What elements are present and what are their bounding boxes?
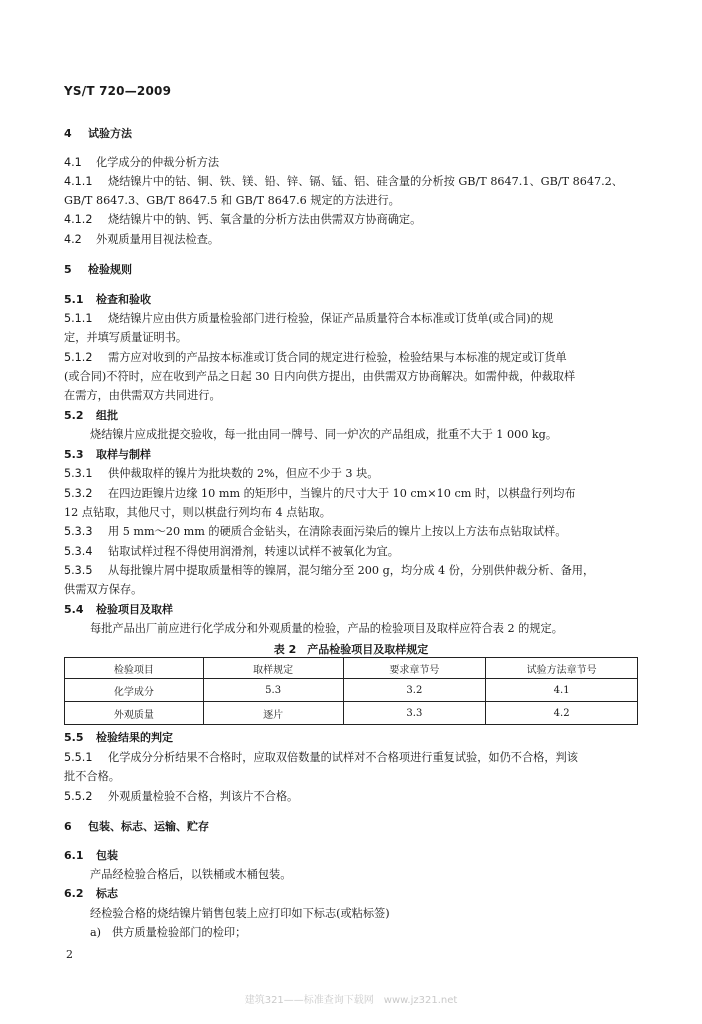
table-cell: 3.3 xyxy=(343,702,486,725)
section-4-heading: 4 试验方法 xyxy=(64,127,132,140)
clause-5-5-2: 5.5.2 外观质量检验不合格，判该片不合格。 xyxy=(64,790,299,803)
table-2 xyxy=(64,657,638,725)
section-5-1-heading: 5.1 检查和验收 xyxy=(64,293,151,306)
section-5-4-heading: 5.4 检验项目及取样 xyxy=(64,603,173,616)
table-header-cell: 取样规定 xyxy=(203,658,343,679)
clause-5-1-1-line1: 5.1.1 烧结镍片应由供方质量检验部门进行检验，保证产品质量符合本标准或订货单(或合同)的规 xyxy=(64,312,554,325)
page-number: 2 xyxy=(66,948,73,961)
clause-5-3-5-line1: 5.3.5 从每批镍片屑中提取质量相等的镍屑，混匀缩分至 200 g，均分成 4 份，分别供仲裁分析、备用， xyxy=(64,564,595,577)
section-5-3-heading: 5.3 取样与制样 xyxy=(64,448,151,461)
section-4-1-heading: 4.1 化学成分的仲裁分析方法 xyxy=(64,156,220,169)
section-6-2-heading: 6.2 标志 xyxy=(64,887,118,900)
clause-4-1-2: 4.1.2 烧结镍片中的钠、钙、氧含量的分析方法由供需双方协商确定。 xyxy=(64,213,422,226)
clause-5-3-1: 5.3.1 供仲裁取样的镍片为批块数的 2%，但应不少于 3 块。 xyxy=(64,467,379,480)
clause-5-1-2-line3: 在需方，由供需双方共同进行。 xyxy=(64,389,221,402)
clause-5-3-3: 5.3.3 用 5 mm～20 mm 的硬质合金钻头，在清除表面污染后的镍片上按以上方法布点钻取试样。 xyxy=(64,525,567,538)
clause-5-5-1-line1: 5.5.1 化学成分分析结果不合格时，应取双倍数量的试样对不合格项进行重复试验，如仍不合格，判该 xyxy=(64,751,578,764)
clause-5-1-2-line2: (或合同)不符时，应在收到产品之日起 30 日内向供方提出，由供需双方协商解决。如需仲裁，仲裁取样 xyxy=(64,370,576,383)
table-row xyxy=(65,679,638,702)
clause-5-3-2-line2: 12 点钻取，其他尺寸，则以棋盘行列均布 4 点钻取。 xyxy=(64,506,331,519)
clause-6-1-text: 产品经检验合格后，以铁桶或木桶包装。 xyxy=(90,868,292,881)
table-cell: 逐片 xyxy=(203,702,343,725)
clause-5-4-text: 每批产品出厂前应进行化学成分和外观质量的检验，产品的检验项目及取样应符合表 2 的规定。 xyxy=(90,622,563,635)
table-cell: 4.1 xyxy=(486,679,638,702)
section-5-heading: 5 检验规则 xyxy=(64,263,132,276)
clause-5-1-2-line1: 5.1.2 需方应对收到的产品按本标准或订货合同的规定进行检验，检验结果与本标准的规定或订货单 xyxy=(64,351,567,364)
clause-4-2: 4.2 外观质量用目视法检查。 xyxy=(64,233,220,246)
section-6-1-heading: 6.1 包装 xyxy=(64,849,118,862)
table-header-cell: 要求章节号 xyxy=(343,658,486,679)
table-header-cell: 试验方法章节号 xyxy=(486,658,638,679)
table-cell: 化学成分 xyxy=(65,679,204,702)
table-cell: 外观质量 xyxy=(65,702,204,725)
table-header-row xyxy=(65,658,638,679)
table-cell: 4.2 xyxy=(486,702,638,725)
clause-6-2-text: 经检验合格的烧结镍片销售包装上应打印如下标志(或粘标签) xyxy=(90,907,390,920)
table-header-cell: 检验项目 xyxy=(65,658,204,679)
clause-5-5-1-line2: 批不合格。 xyxy=(64,770,120,783)
standard-code: YS/T 720—2009 xyxy=(64,84,172,98)
section-5-5-heading: 5.5 检验结果的判定 xyxy=(64,731,173,744)
clause-5-3-5-line2: 供需双方保存。 xyxy=(64,583,143,596)
section-5-2-heading: 5.2 组批 xyxy=(64,409,118,422)
clause-5-3-4: 5.3.4 钻取试样过程不得使用润滑剂，转速以试样不被氧化为宜。 xyxy=(64,545,399,558)
section-6-heading: 6 包装、标志、运输、贮存 xyxy=(64,820,209,833)
clause-5-1-1-line2: 定，并填写质量证明书。 xyxy=(64,331,188,344)
clause-6-2-item-a: a) 供方质量检验部门的检印； xyxy=(90,926,247,939)
table-cell: 5.3 xyxy=(203,679,343,702)
watermark-text: 建筑321——标准查询下载网 www.jz321.net xyxy=(244,995,458,1006)
clause-5-2-text: 烧结镍片应成批提交验收，每一批由同一牌号、同一炉次的产品组成，批重不大于 1 000 kg。 xyxy=(90,428,558,441)
clause-4-1-1-line2: GB/T 8647.3、GB/T 8647.5 和 GB/T 8647.6 规定的方法进行。 xyxy=(64,194,400,207)
clause-4-1-1-line1: 4.1.1 烧结镍片中的钴、铜、铁、镁、铅、锌、镉、锰、铝、硅含量的分析按 GB/T 8647.1、GB/T 8647.2、 xyxy=(64,175,623,188)
clause-5-3-2-line1: 5.3.2 在四边距镍片边缘 10 mm 的矩形中，当镍片的尺寸大于 10 cm×10 cm 时，以棋盘行列均布 xyxy=(64,487,576,500)
table-row xyxy=(65,702,638,725)
table-2-caption: 表 2 产品检验项目及取样规定 xyxy=(273,643,429,656)
table-cell: 3.2 xyxy=(343,679,486,702)
